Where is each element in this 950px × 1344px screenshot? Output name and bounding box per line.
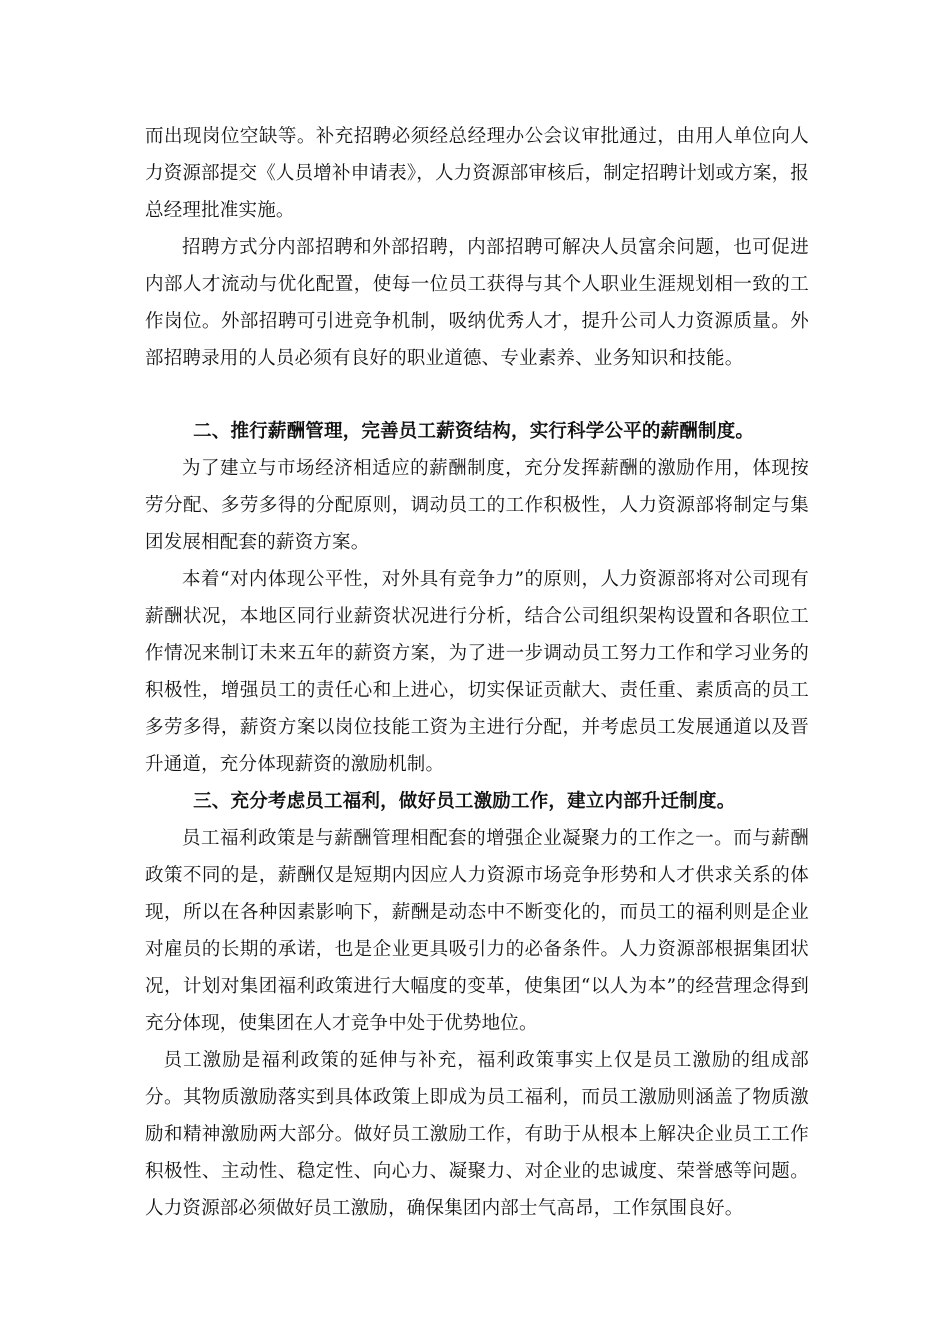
paragraph-compensation-system: 为了建立与市场经济相适应的薪酬制度，充分发挥薪酬的激励作用，体现按劳分配、多劳多得的分配原则，调动员工的工作积极性，人力资源部将制定与集团发展相配套的薪资方案。: [145, 458, 809, 553]
paragraph-employee-incentives: 员工激励是福利政策的延伸与补充，福利政策事实上仅是员工激励的组成部分。其物质激励落实到具体政策上即成为员工福利，而员工激励则涵盖了物质激励和精神激励两大部分。做好员工激励工作，有助于从根本上解决企业员工工作积极性、主动性、稳定性、向心力、凝聚力、对企业的忠诚度、荣誉感等问题。人力资源部必须做好员工激励，确保集团内部士气高昂，工作氛围良好。: [145, 1050, 809, 1219]
document-body: [145, 118, 809, 1227]
paragraph-recruitment-approval: 而出现岗位空缺等。补充招聘必须经总经理办公会议审批通过，由用人单位向人力资源部提交《人员增补申请表》，人力资源部审核后，制定招聘计划或方案，报总经理批准实施。: [145, 126, 809, 221]
section-heading-compensation: 二、推行薪酬管理，完善员工薪资结构，实行科学公平的薪酬制度。: [193, 421, 755, 442]
section-heading-welfare: 三、充分考虑员工福利，做好员工激励工作，建立内部升迁制度。: [193, 791, 736, 812]
paragraph-recruitment-methods: 招聘方式分内部招聘和外部招聘，内部招聘可解决人员富余问题，也可促进内部人才流动与优化配置，使每一位员工获得与其个人职业生涯规划相一致的工作岗位。外部招聘可引进竞争机制，吸纳优秀人才，提升公司人力资源质量。外部招聘录用的人员必须有良好的职业道德、专业素养、业务知识和技能。: [145, 237, 809, 369]
paragraph-salary-plan: 本着“对内体现公平性，对外具有竞争力”的原则，人力资源部将对公司现有薪酬状况，本地区同行业薪资状况进行分析，结合公司组织架构设置和各职位工作情况来制订未来五年的薪资方案，为了进一步调动员工努力工作和学习业务的积极性，增强员工的责任心和上进心，切实保证贡献大、责任重、素质高的员工多劳多得，薪资方案以岗位技能工资为主进行分配，并考虑员工发展通道以及晋升通道，充分体现薪资的激励机制。: [145, 569, 809, 775]
paragraph-welfare-policy: 员工福利政策是与薪酬管理相配套的增强企业凝聚力的工作之一。而与薪酬政策不同的是，薪酬仅是短期内因应人力资源市场竞争形势和人才供求关系的体现，所以在各种因素影响下，薪酬是动态中不断变化的，而员工的福利则是企业对雇员的长期的承诺，也是企业更具吸引力的必备条件。人力资源部根据集团状况，计划对集团福利政策进行大幅度的变革，使集团“以人为本”的经营理念得到充分体现，使集团在人才竞争中处于优势地位。: [145, 828, 809, 1034]
